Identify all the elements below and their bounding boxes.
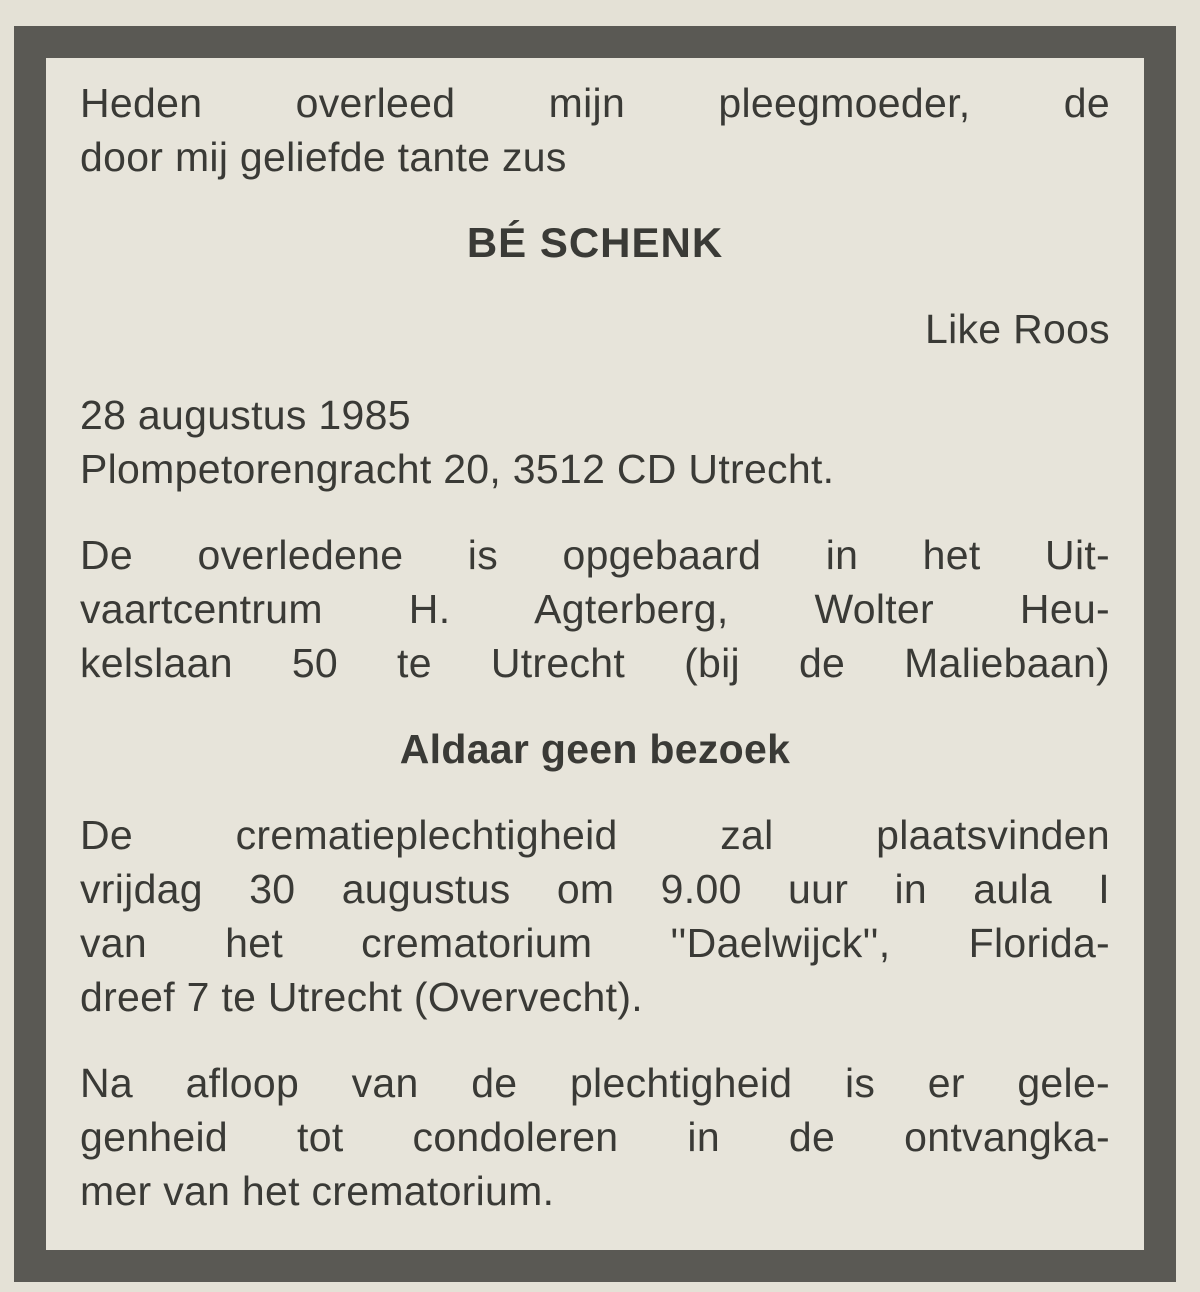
intro-line-1: Heden overleed mijn pleegmoeder, de: [80, 80, 1110, 126]
signatory: Like Roos: [924, 306, 1110, 352]
condolences-line-1: Na afloop van de plechtigheid is er gele-: [80, 1060, 1110, 1106]
ceremony-line-3: van het crematorium ''Daelwijck'', Florida-: [80, 920, 1110, 966]
ceremony-line-2: vrijdag 30 augustus om 9.00 uur in aula I: [80, 866, 1110, 912]
condolences-line-2: genheid tot condoleren in de ontvangka-: [80, 1114, 1110, 1160]
laid-out-line-2: vaartcentrum H. Agterberg, Wolter Heu-: [80, 586, 1110, 632]
ceremony-line-4: dreef 7 te Utrecht (Overvecht).: [80, 974, 643, 1020]
laid-out-line-1: De overledene is opgebaard in het Uit-: [80, 532, 1110, 578]
laid-out-line-3: kelslaan 50 te Utrecht (bij de Maliebaan): [80, 640, 1110, 686]
ceremony-line-1: De crematieplechtigheid zal plaatsvinden: [80, 812, 1110, 858]
deceased-name: BÉ SCHENK: [466, 219, 724, 266]
no-visit-heading: Aldaar geen bezoek: [399, 726, 791, 772]
date: 28 augustus 1985: [80, 392, 411, 438]
intro-line-2: door mij geliefde tante zus: [80, 134, 567, 180]
address: Plompetorengracht 20, 3512 CD Utrecht.: [80, 446, 835, 492]
condolences-line-3: mer van het crematorium.: [80, 1168, 555, 1214]
